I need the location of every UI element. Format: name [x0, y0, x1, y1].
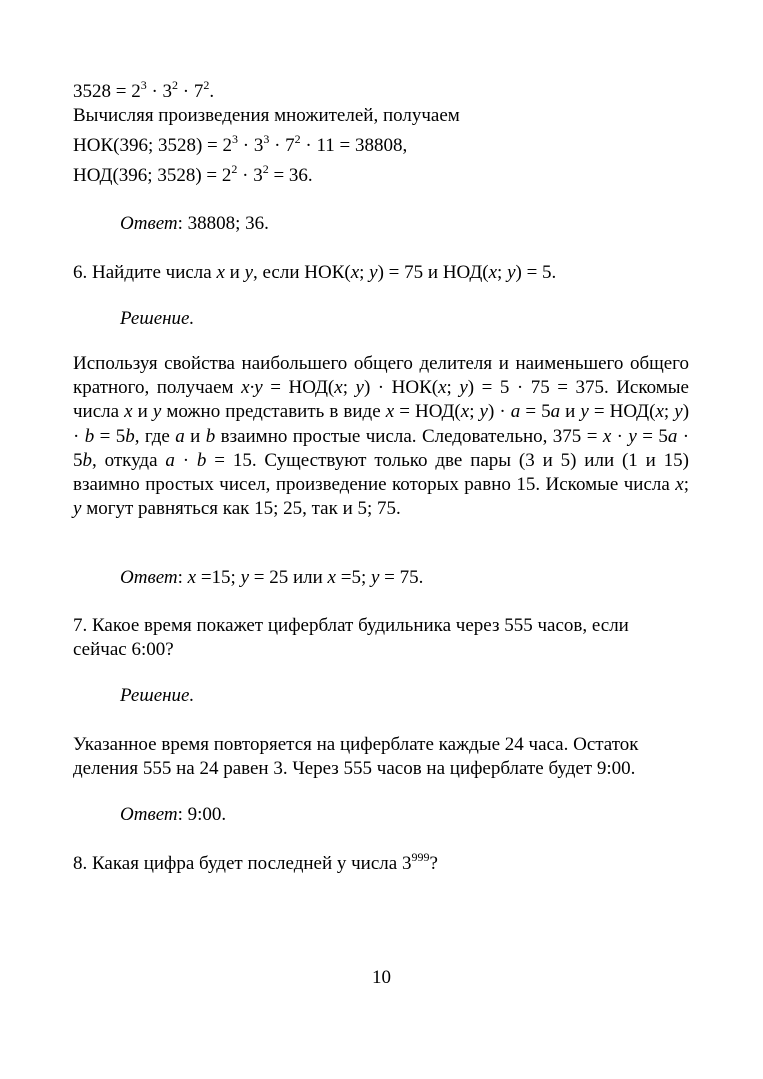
solution-label-6: Решение.: [120, 308, 195, 329]
solution-6-paragraph: Используя свойства наибольшего общего делителя и наименьшего общего кратного, получаем x·y = НОД(x; y) · НОК(x; y) = 5 · 75 = 375. Искомые числа x и y можно представить в виде x = НОД(x; y) · a = 5a и y = НОД(x; y) · b = 5b, где a и b взаимно простые числа. Следовательно, 375 = x · y = 5a · 5b, откуда a · b = 15. Существуют только две пары (3 и 5) или (1 и 15) взаимно простых чисел, произведение которых равно 15. Искомые числа x; y могут равняться как 15; 25, так и 5; 75.: [73, 353, 690, 520]
text-products: Вычисляя произведения множителей, получаем: [73, 105, 460, 126]
answer-6: Ответ: x =15; y = 25 или x =5; y = 75.: [120, 567, 424, 588]
task-7-line-2: сейчас 6:00?: [73, 639, 174, 660]
solution-7-line-2: деления 555 на 24 равен 3. Через 555 часов на циферблате будет 9:00.: [73, 758, 636, 779]
page-number: 10: [372, 967, 391, 988]
solution-label-7: Решение.: [120, 685, 195, 706]
task-8: 8. Какая цифра будет последней у числа $3^{999}$?: [73, 850, 438, 874]
answer-5: Ответ: 38808; 36.: [120, 213, 269, 234]
formula-nod: НОД(396; $3528) = 2^2 \cdot 3^2 = 36$.: [73, 162, 313, 186]
task-6: 6. Найдите числа x и y, если НОК(x; y) = 75 и НОД(x; y) = 5.: [73, 262, 557, 283]
solution-7-line-1: Указанное время повторяется на циферблате каждые 24 часа. Остаток: [73, 734, 639, 755]
task-7-line-1: 7. Какое время покажет циферблат будильника через 555 часов, если: [73, 615, 629, 636]
formula-3528: $3528 = 2^3 \cdot 3^2 \cdot 7^2$.: [73, 78, 215, 102]
formula-nok: НОК(396; $3528) = 2^3 \cdot 3^3 \cdot 7^2 \cdot 11 = 38808$,: [73, 132, 408, 156]
answer-7: Ответ: 9:00.: [120, 804, 227, 825]
